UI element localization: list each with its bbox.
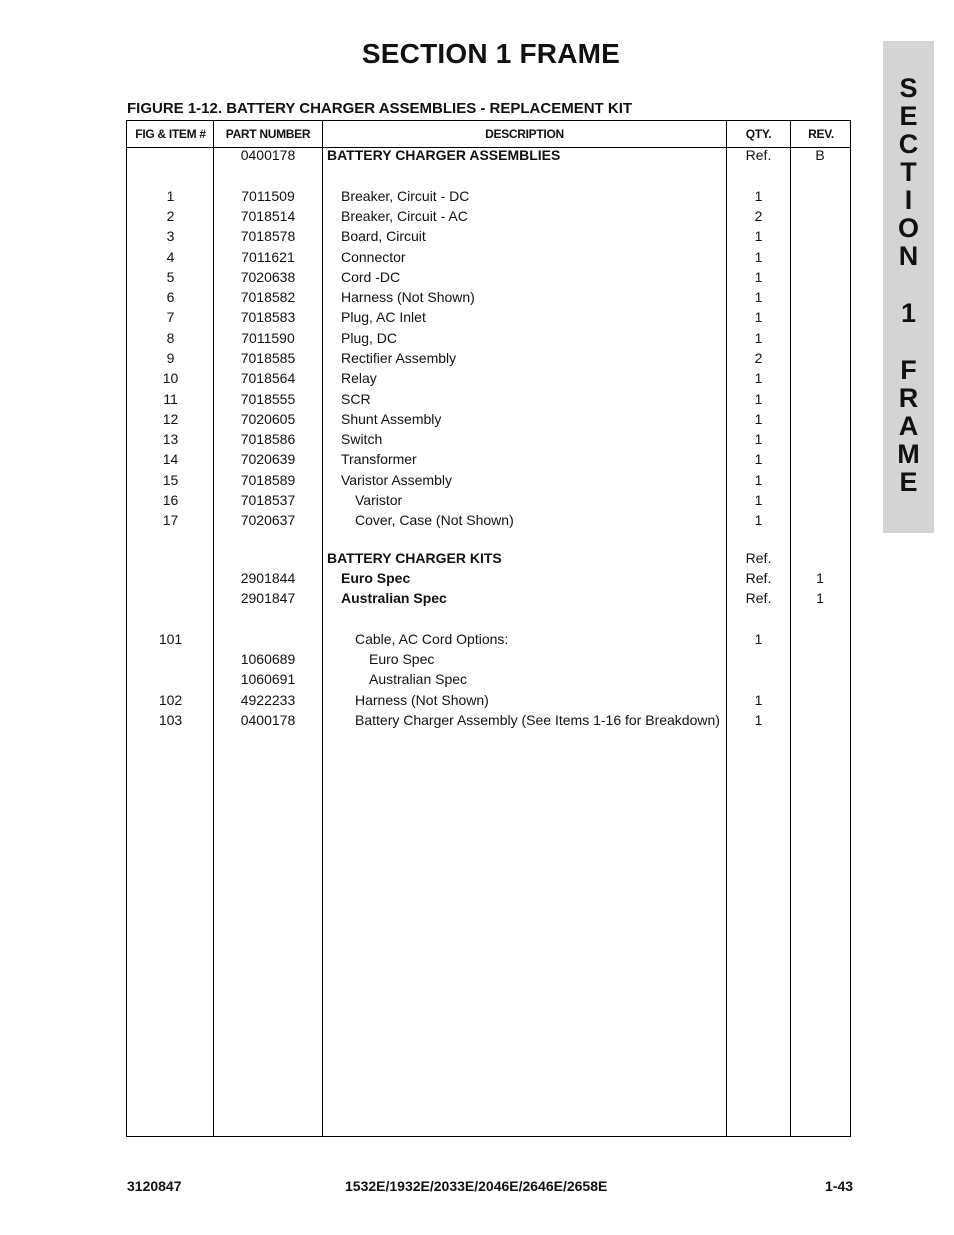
side-tab-letter: F [900, 355, 917, 385]
cell-description: Battery Charger Assembly (See Items 1-16 for Breakdown) [355, 712, 720, 728]
header-rev: REV. [808, 127, 834, 141]
section-side-tab [883, 41, 934, 533]
cell-part-number: 7018564 [240, 370, 296, 386]
cell-qty: 1 [754, 512, 763, 528]
cell-qty: 1 [754, 228, 763, 244]
cell-description: Switch [341, 431, 383, 447]
cell-item-number: 10 [162, 370, 179, 386]
cell-part-number: 7018555 [240, 391, 296, 407]
header-item: FIG & ITEM # [135, 127, 206, 141]
cell-part-number: 7020638 [240, 269, 296, 285]
side-tab-letter: 1 [900, 298, 917, 328]
cell-part-number: 2901844 [240, 570, 296, 586]
cell-qty: 1 [754, 330, 763, 346]
cell-description: Transformer [341, 451, 417, 467]
cell-description: Breaker, Circuit - AC [341, 208, 468, 224]
cell-description: SCR [341, 391, 371, 407]
cell-item-number: 15 [162, 472, 179, 488]
cell-description: Shunt Assembly [341, 411, 442, 427]
cell-qty: 1 [754, 370, 763, 386]
cell-part-number: 0400178 [240, 712, 296, 728]
cell-qty: 1 [754, 411, 763, 427]
cell-qty: 1 [754, 472, 763, 488]
footer-doc-number: 3120847 [127, 1178, 182, 1194]
cell-item-number: 11 [163, 391, 178, 407]
cell-item-number: 3 [166, 228, 175, 244]
cell-qty: 1 [754, 431, 763, 447]
parts-table [126, 120, 851, 1137]
cell-description: Connector [341, 249, 406, 265]
side-tab-letter: T [900, 157, 917, 187]
cell-qty: 1 [754, 631, 763, 647]
cell-item-number: 16 [162, 492, 179, 508]
cell-item-number: 17 [162, 512, 179, 528]
cell-rev: 1 [816, 590, 824, 606]
cell-item-number: 101 [158, 631, 183, 647]
cell-description: Cable, AC Cord Options: [355, 631, 509, 647]
column-divider [790, 121, 791, 1136]
cell-item-number: 6 [166, 289, 175, 305]
cell-description: Harness (Not Shown) [355, 692, 489, 708]
cell-description: Euro Spec [341, 570, 411, 586]
cell-qty: 2 [754, 350, 763, 366]
side-tab-letter: O [897, 213, 919, 243]
figure-title: FIGURE 1-12. BATTERY CHARGER ASSEMBLIES - REPLACEMENT KIT [127, 100, 633, 117]
cell-qty: 1 [754, 391, 763, 407]
cell-part-number: 7018537 [240, 492, 296, 508]
cell-part-number: 7018582 [240, 289, 296, 305]
cell-part-number: 1060689 [240, 651, 296, 667]
side-tab-letter: M [897, 439, 920, 469]
cell-part-number: 0400178 [240, 147, 296, 163]
cell-qty: 1 [754, 492, 763, 508]
cell-part-number: 1060691 [240, 671, 296, 687]
cell-item-number: 102 [158, 692, 183, 708]
footer-page-number: 1-43 [825, 1178, 854, 1194]
cell-qty: 1 [754, 451, 763, 467]
cell-description: Relay [341, 370, 377, 386]
cell-rev: B [815, 147, 825, 163]
cell-qty: 1 [754, 188, 763, 204]
cell-description: Australian Spec [369, 671, 468, 687]
cell-description: Plug, AC Inlet [341, 309, 426, 325]
side-tab-letter: N [898, 241, 919, 271]
cell-part-number: 4922233 [240, 692, 296, 708]
cell-description: BATTERY CHARGER ASSEMBLIES [327, 147, 561, 163]
cell-qty: 1 [754, 712, 763, 728]
cell-description: Australian Spec [341, 590, 447, 606]
side-tab-letter: E [899, 101, 918, 131]
header-part-number: PART NUMBER [225, 127, 311, 141]
cell-description: Plug, DC [341, 330, 398, 346]
side-tab-letter: R [898, 383, 919, 413]
cell-part-number: 7020639 [240, 451, 296, 467]
cell-part-number: 7018514 [240, 208, 296, 224]
header-qty: QTY. [745, 127, 772, 141]
cell-item-number: 14 [162, 451, 179, 467]
side-tab-letter: I [904, 185, 913, 215]
cell-item-number: 1 [166, 188, 175, 204]
cell-qty: 1 [754, 289, 763, 305]
cell-item-number: 103 [158, 712, 183, 728]
cell-qty: 2 [754, 208, 763, 224]
cell-item-number: 7 [166, 309, 175, 325]
cell-item-number: 5 [166, 269, 175, 285]
cell-part-number: 7011621 [241, 249, 295, 265]
cell-description: BATTERY CHARGER KITS [327, 550, 502, 566]
cell-item-number: 2 [166, 208, 175, 224]
cell-item-number: 8 [166, 330, 175, 346]
cell-description: Board, Circuit [341, 228, 426, 244]
cell-item-number: 4 [166, 249, 175, 265]
cell-qty: 1 [754, 309, 763, 325]
cell-part-number: 7018583 [240, 309, 296, 325]
cell-part-number: 7018585 [240, 350, 296, 366]
side-tab-letter: A [898, 411, 919, 441]
cell-description: Varistor Assembly [341, 472, 452, 488]
section-title: SECTION 1 FRAME [361, 38, 621, 69]
cell-rev: 1 [816, 570, 824, 586]
cell-description: Cord -DC [341, 269, 401, 285]
cell-qty: Ref. [745, 550, 772, 566]
cell-description: Breaker, Circuit - DC [341, 188, 470, 204]
cell-qty: 1 [754, 249, 763, 265]
header-description: DESCRIPTION [485, 127, 564, 141]
side-tab-letter: S [899, 73, 918, 103]
cell-item-number: 9 [166, 350, 175, 366]
cell-part-number: 7011590 [241, 330, 295, 346]
cell-part-number: 2901847 [240, 590, 296, 606]
cell-qty: Ref. [745, 590, 772, 606]
footer-models: 1532E/1932E/2033E/2046E/2646E/2658E [345, 1178, 608, 1194]
cell-qty: 1 [754, 269, 763, 285]
side-tab-letter: C [898, 129, 919, 159]
cell-description: Cover, Case (Not Shown) [355, 512, 514, 528]
side-tab-letter: E [899, 467, 918, 497]
cell-item-number: 12 [162, 411, 179, 427]
cell-description: Harness (Not Shown) [341, 289, 475, 305]
cell-part-number: 7018586 [240, 431, 296, 447]
cell-part-number: 7020605 [240, 411, 296, 427]
cell-part-number: 7018578 [240, 228, 296, 244]
cell-qty: Ref. [745, 147, 772, 163]
column-divider [322, 121, 323, 1136]
cell-qty: 1 [754, 692, 763, 708]
cell-part-number: 7011509 [241, 188, 295, 204]
cell-part-number: 7020637 [240, 512, 296, 528]
cell-qty: Ref. [745, 570, 772, 586]
cell-part-number: 7018589 [240, 472, 296, 488]
cell-item-number: 13 [162, 431, 179, 447]
cell-description: Euro Spec [369, 651, 435, 667]
cell-description: Rectifier Assembly [341, 350, 457, 366]
cell-description: Varistor [355, 492, 403, 508]
